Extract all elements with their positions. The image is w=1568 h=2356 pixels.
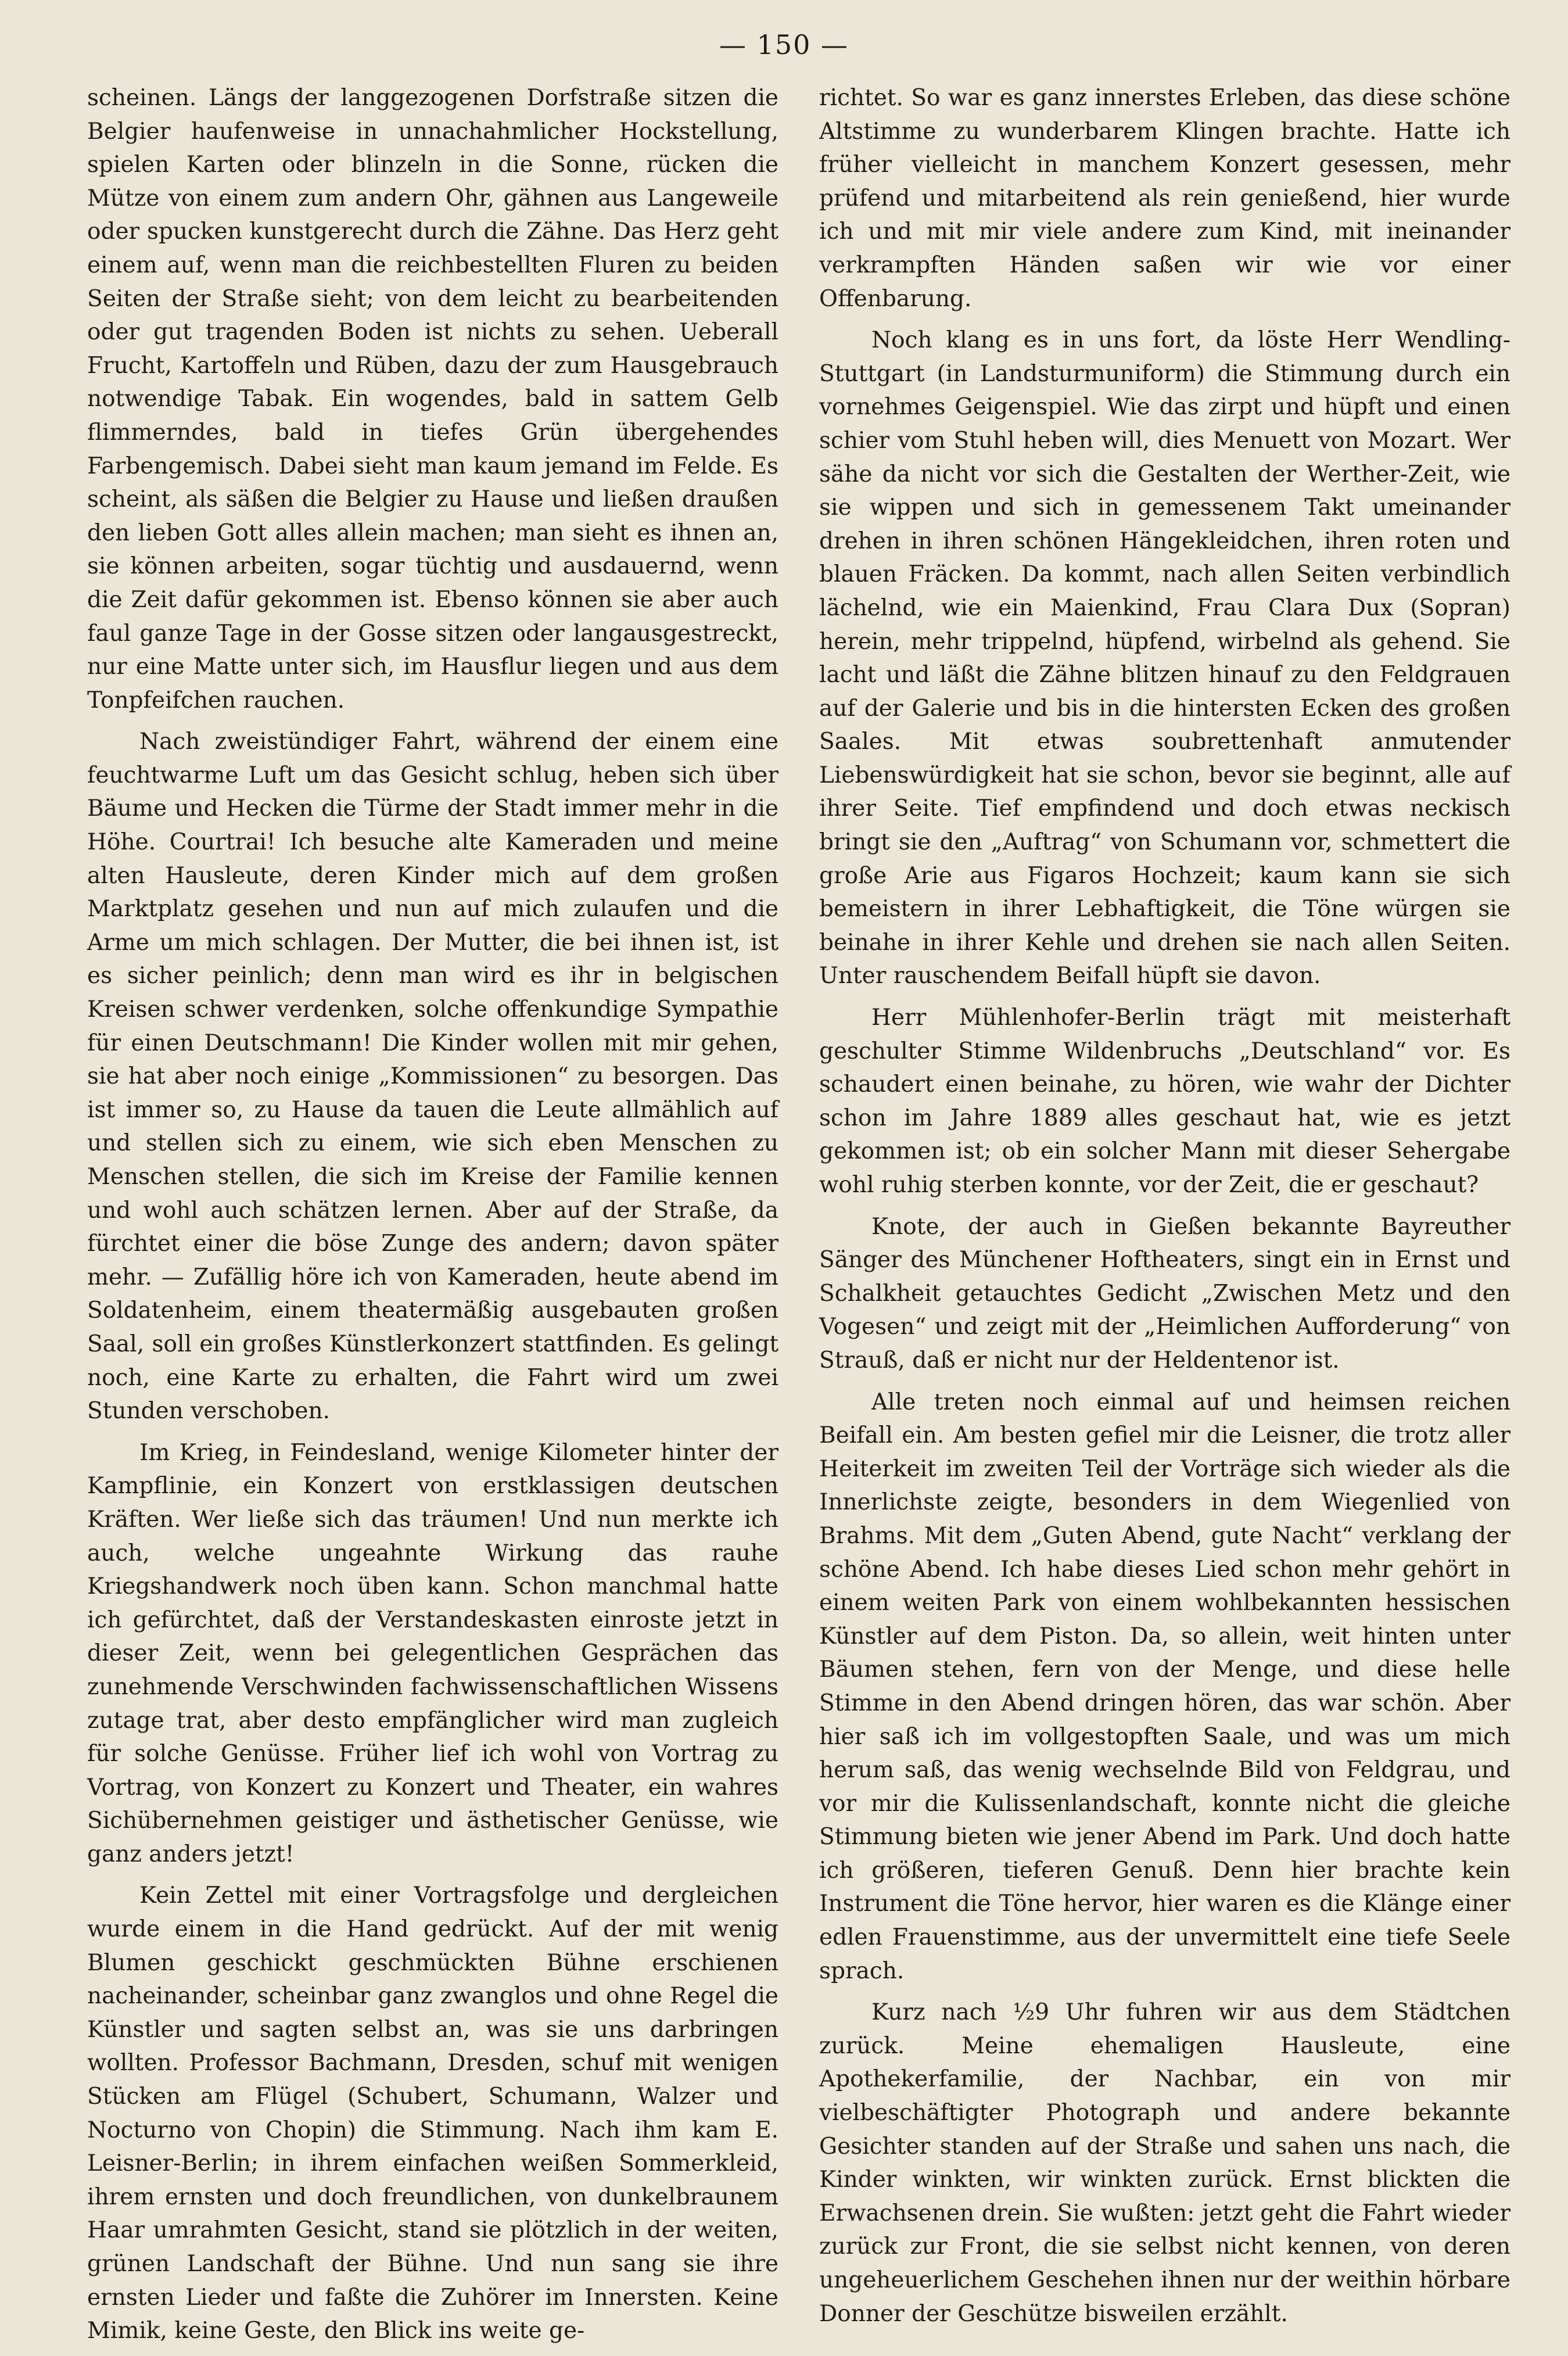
paragraph: Kurz nach ½9 Uhr fuhren wir aus dem Städtchen zurück. Meine ehemaligen Hausleute, eine Apothekerfamilie, der Nachbar, ein von mir vielbeschäftigter Photograph und andere bekannte Gesichter standen auf der Straße und sahen uns nach, die Kinder winkten, wir winkten zurück. Ernst blickten die Erwachsenen drein. Sie wußten: jetzt geht die Fahrt wieder zurück zur Front, die sie selbst nicht kennen, von deren ungeheuerlichem Geschehen ihnen nur der weithin hörbare Donner der Geschütze bisweilen erzählt.: [819, 1999, 1510, 2327]
paragraph: Im Krieg, in Feindesland, wenige Kilometer hinter der Kampflinie, ein Konzert von erstklassigen deutschen Kräften. Wer ließe sich das träumen! Und nun merkte ich auch, welche ungeahnte Wirkung das rauhe Kriegshandwerk noch üben kann. Schon manchmal hatte ich gefürchtet, daß der Verstandeskasten einroste jetzt in dieser Zeit, wenn bei gelegentlichen Gesprächen das zunehmende Verschwinden fachwissenschaftlichen Wissens zutage trat, aber desto empfänglicher wird man zugleich für solche Genüsse. Früher lief ich wohl von Vortrag zu Vortrag, von Konzert zu Konzert und Theater, ein wahres Sichübernehmen geistiger und ästhetischer Genüsse, wie ganz anders jetzt!: [87, 1439, 778, 1867]
paragraph: richtet. So war es ganz innerstes Erleben, das diese schöne Altstimme zu wunderbarem Klingen brachte. Hatte ich früher vielleicht in manchem Konzert gesessen, mehr prüfend und mitarbeitend als rein genießend, hier wurde ich und mit mir viele andere zum Kind, mit ineinander verkrampften Händen saßen wir wie vor einer Offenbarung.: [819, 85, 1510, 312]
right-column: [819, 81, 1510, 2339]
paragraph: Nach zweistündiger Fahrt, während der einem eine feuchtwarme Luft um das Gesicht schlug, heben sich über Bäume und Hecken die Türme der Stadt immer mehr in die Höhe. Courtrai! Ich besuche alte Kameraden und meine alten Hausleute, deren Kinder mich auf dem großen Marktplatz gesehen und nun auf mich zulaufen und die Arme um mich schlagen. Der Mutter, die bei ihnen ist, ist es sicher peinlich; denn man wird es ihr in belgischen Kreisen schwer verdenken, solche offenkundige Sympathie für einen Deutschmann! Die Kinder wollen mit mir gehen, sie hat aber noch einige „Kommissionen“ zu besorgen. Das ist immer so, zu Hause da tauen die Leute allmählich auf und stellen sich zu einem, wie sich eben Menschen zu Menschen stellen, die sich im Kreise der Familie kennen und wohl auch schätzen lernen. Aber auf der Straße, da fürchtet einer die böse Zunge des andern; davon später mehr. — Zufällig höre ich von Kameraden, heute abend im Soldatenheim, einem theatermäßig ausgebauten großen Saal, soll ein großes Künstlerkonzert stattfinden. Es gelingt noch, eine Karte zu erhalten, die Fahrt wird um zwei Stunden verschoben.: [87, 729, 778, 1425]
paragraph: Kein Zettel mit einer Vortragsfolge und dergleichen wurde einem in die Hand gedrückt. Auf der mit wenig Blumen geschickt geschmückten Bühne erschienen nacheinander, scheinbar ganz zwanglos und ohne Regel die Künstler und sagten selbst an, was sie uns darbringen wollten. Professor Bachmann, Dresden, schuf mit wenigen Stücken am Flügel (Schubert, Schumann, Walzer und Nocturno von Chopin) die Stimmung. Nach ihm kam E. Leisner-Berlin; in ihrem einfachen weißen Sommerkleid, ihrem ernsten und doch freundlichen, von dunkelbraunem Haar umrahmten Gesicht, stand sie plötzlich in der weiten, grünen Landschaft der Bühne. Und nun sang sie ihre ernsten Lieder und faßte die Zuhörer im Innersten. Keine Mimik, keine Geste, den Blick ins weite ge-: [87, 1882, 778, 2344]
page-number: — 150 —: [719, 29, 849, 60]
paragraph: scheinen. Längs der langgezogenen Dorfstraße sitzen die Belgier haufenweise in unnachahmlicher Hockstellung, spielen Karten oder blinzeln in die Sonne, rücken die Mütze von einem zum andern Ohr, gähnen aus Langeweile oder spucken kunstgerecht durch die Zähne. Das Herz geht einem auf, wenn man die reichbestellten Fluren zu beiden Seiten der Straße sieht; von dem leicht zu bearbeitenden oder gut tragenden Boden ist nichts zu sehen. Ueberall Frucht, Kartoffeln und Rüben, dazu der zum Hausgebrauch notwendige Tabak. Ein wogendes, bald in sattem Gelb flimmerndes, bald in tiefes Grün übergehendes Farbengemisch. Dabei sieht man kaum jemand im Felde. Es scheint, als säßen die Belgier zu Hause und ließen draußen den lieben Gott alles allein machen; man sieht es ihnen an, sie können arbeiten, sogar tüchtig und ausdauernd, wenn die Zeit dafür gekommen ist. Ebenso können sie aber auch faul ganze Tage in der Gosse sitzen oder langausgestreckt, nur eine Matte unter sich, im Hausflur liegen und aus dem Tonpfeifchen rauchen.: [87, 85, 778, 713]
paragraph: Herr Mühlenhofer-Berlin trägt mit meisterhaft geschulter Stimme Wildenbruchs „Deutschland“ vor. Es schaudert einen beinahe, zu hören, wie wahr der Dichter schon im Jahre 1889 alles geschaut hat, wie es jetzt gekommen ist; ob ein solcher Mann mit dieser Sehergabe wohl ruhig sterben konnte, vor der Zeit, die er geschaut?: [819, 1005, 1510, 1198]
paragraph: Knote, der auch in Gießen bekannte Bayreuther Sänger des Münchener Hoftheaters, singt ein in Ernst und Schalkheit getauchtes Gedicht „Zwischen Metz und den Vogesen“ und zeigt mit der „Heimlichen Aufforderung“ von Strauß, daß er nicht nur der Heldentenor ist.: [819, 1213, 1510, 1374]
left-column: [87, 81, 778, 2356]
paragraph: Alle treten noch einmal auf und heimsen reichen Beifall ein. Am besten gefiel mir die Leisner, die trotz aller Heiterkeit im zweiten Teil der Vorträge sich wieder als die Innerlichste zeigte, besonders in dem Wiegenlied von Brahms. Mit dem „Guten Abend, gute Nacht“ verklang der schöne Abend. Ich habe dieses Lied schon mehr gehört in einem weiten Park von einem wohlbekannten hessischen Künstler auf dem Piston. Da, so allein, weit hinten unter Bäumen stehen, fern von der Menge, und diese helle Stimme in den Abend dringen hören, das war schön. Aber hier saß ich im vollgestopften Saale, und was um mich herum saß, das wenig wechselnde Bild von Feldgrau, und vor mir die Kulissenlandschaft, konnte nicht die gleiche Stimmung bieten wie jener Abend im Park. Und doch hatte ich größeren, tieferen Genuß. Denn hier brachte kein Instrument die Töne hervor, hier waren es die Klänge einer edlen Frauenstimme, aus der unvermittelt eine tiefe Seele sprach.: [819, 1389, 1510, 1984]
paragraph: Noch klang es in uns fort, da löste Herr Wendling-Stuttgart (in Landsturmuniform) die Stimmung durch ein vornehmes Geigenspiel. Wie das zirpt und hüpft und einen schier vom Stuhl heben will, dies Menuett von Mozart. Wer sähe da nicht vor sich die Gestalten der Werther-Zeit, wie sie wippen und sich in gemessenem Takt umeinander drehen in ihren schönen Hängekleidchen, ihren roten und blauen Fräcken. Da kommt, nach allen Seiten verbindlich lächelnd, wie ein Maienkind, Frau Clara Dux (Sopran) herein, mehr trippelnd, hüpfend, wirbelnd als gehend. Sie lacht und läßt die Zähne blitzen hinauf zu den Feldgrauen auf der Galerie und bis in die hintersten Ecken des großen Saales. Mit etwas soubrettenhaft anmutender Liebenswürdigkeit hat sie schon, bevor sie beginnt, alle auf ihrer Seite. Tief empfindend und doch etwas neckisch bringt sie den „Auftrag“ von Schumann vor, schmettert die große Arie aus Figaros Hochzeit; kaum kann sie sich bemeistern in ihrer Lebhaftigkeit, die Töne würgen sie beinahe in ihrer Kehle und drehen sie nach allen Seiten. Unter rauschendem Beifall hüpft sie davon.: [819, 327, 1510, 989]
